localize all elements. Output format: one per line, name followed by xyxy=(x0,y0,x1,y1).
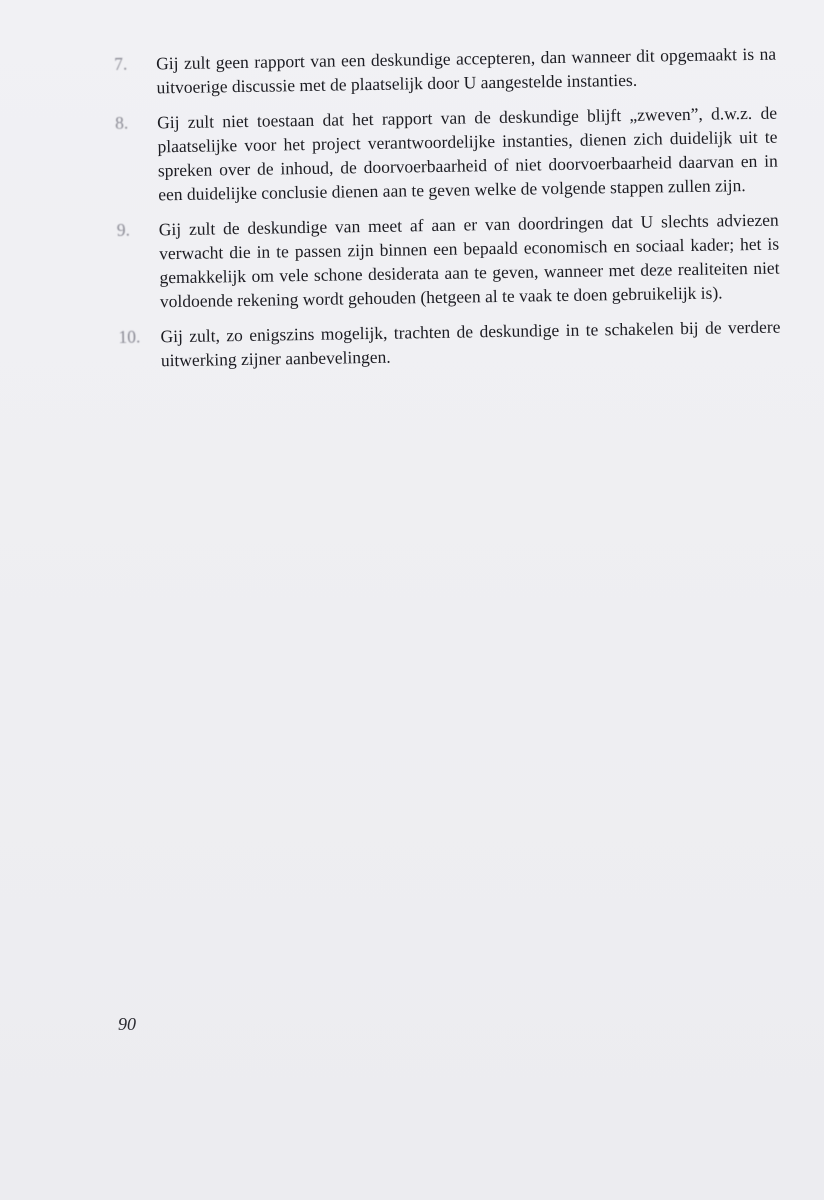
item-number: 7. xyxy=(114,53,128,74)
list-item xyxy=(118,315,781,373)
item-text: Gij zult niet toestaan dat het rapport van de deskundige blijft „zweven”, d.w.z. de plaatselijke voor het project verantwoordelijke instanties, dienen zich duidelijk uit te spreken over de inhoud, de doorvoerbaarheid of niet doorvoerbaarheid daarvan en in een duidelijke conclusie dienen aan te geven welke de volgende stappen zullen zijn. xyxy=(156,102,778,205)
item-number: 9. xyxy=(116,219,131,240)
item-text: Gij zult geen rapport van een deskundige accepteren, dan wanneer dit opgemaakt is na uitvoerige discussie met de plaatselijk door U aangestelde instanties. xyxy=(156,43,777,98)
page-number: 90 xyxy=(118,1014,136,1034)
item-text: Gij zult de deskundige van meet af aan er van doordringen dat U slechts adviezen verwacht die in te passen zijn binnen een bepaald economisch en sociaal kader; het is gemakkelijk om vele schone desiderata aan te geven, wanneer met deze realiteiten niet voldoende rekening wordt gehouden (hetgeen al te vaak te doen gebruikelijk is). xyxy=(158,209,780,312)
item-number: 8. xyxy=(114,112,129,133)
list-item xyxy=(115,101,778,207)
list-item xyxy=(114,42,777,100)
item-number: 10. xyxy=(118,326,141,347)
numbered-list xyxy=(114,42,781,384)
list-item xyxy=(117,208,780,314)
item-text: Gij zult, zo enigszins mogelijk, trachten de deskundige in te schakelen bij de verdere uitwerking zijner aanbevelingen. xyxy=(160,316,781,371)
